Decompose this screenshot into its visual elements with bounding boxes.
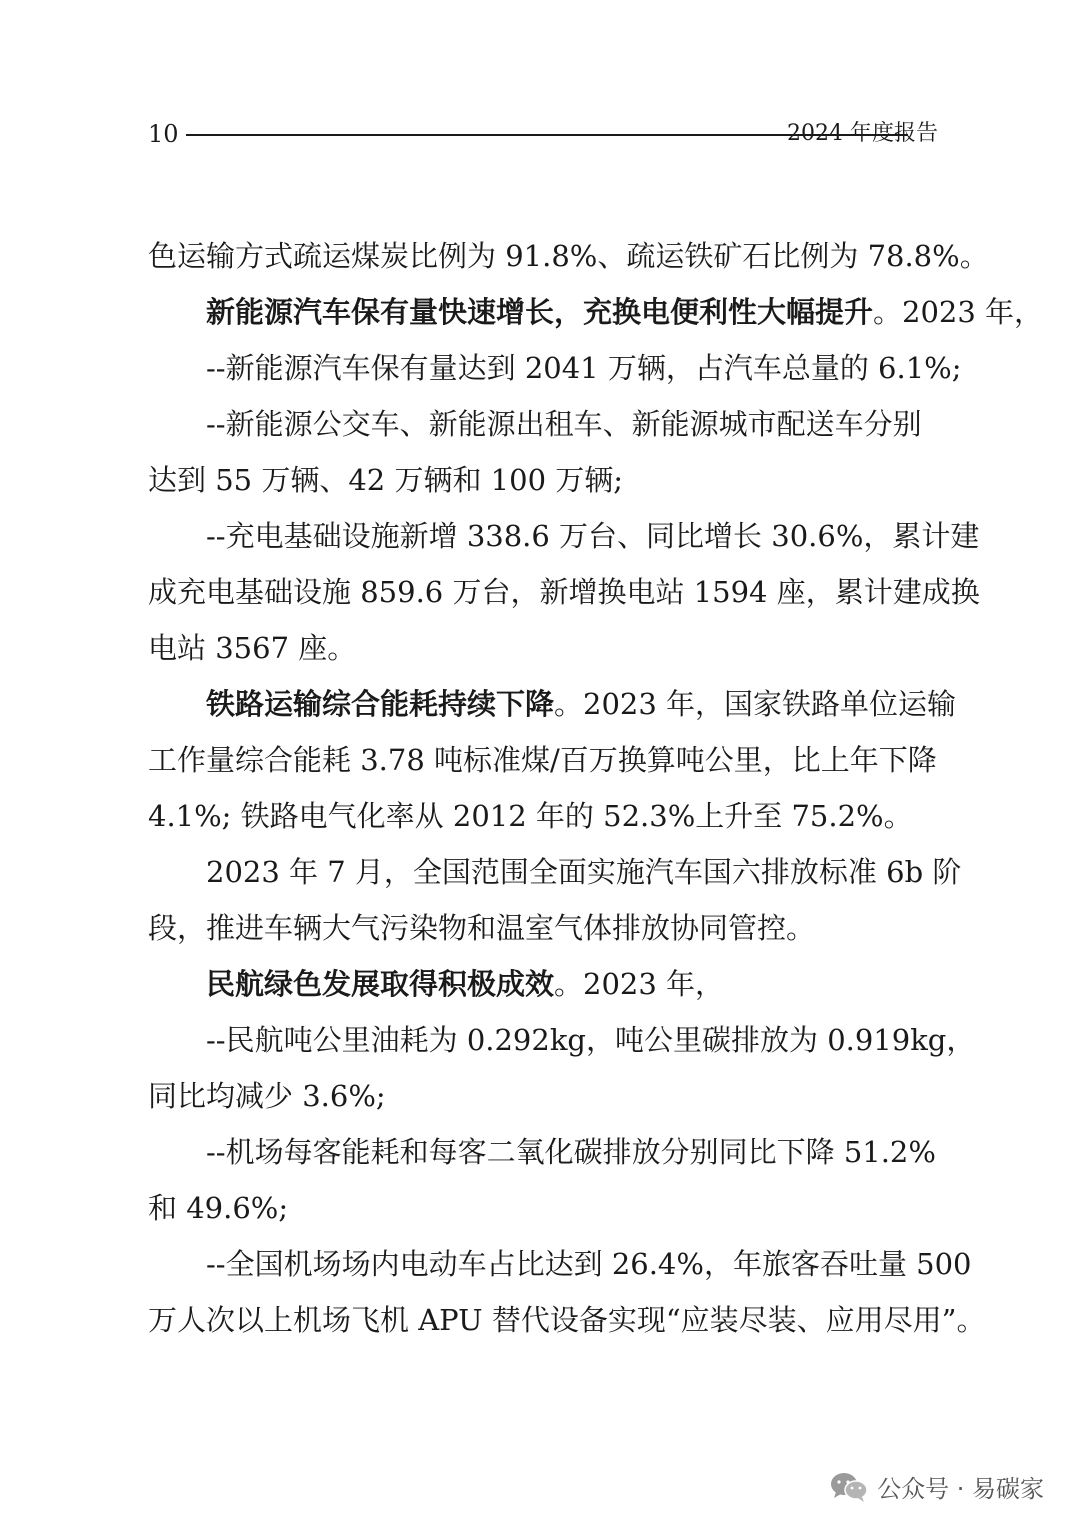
watermark-text: 公众号 · 易碳家 — [877, 1475, 1044, 1503]
paragraph-coal-ev — [148, 284, 1044, 340]
text-line: 成充电基础设施 859.6 万台，新增换电站 1594 座，累计建成换 — [148, 575, 980, 609]
text-line: 段，推进车辆大气污染物和温室气体排放协同管控。 — [148, 911, 816, 945]
paragraph-text: 。2023 年，国家铁路单位运输 — [554, 687, 957, 721]
text-line: 工作量综合能耗 3.78 吨标准煤/百万换算吨公里，比上年下降 — [148, 743, 937, 777]
watermark — [829, 1469, 1044, 1504]
section-heading-ev: 新能源汽车保有量快速增长，充换电便利性大幅提升 — [206, 295, 874, 329]
page-number: 10 — [148, 120, 179, 148]
text-line: --民航吨公里油耗为 0.292kg，吨公里碳排放为 0.919kg， — [206, 1023, 976, 1057]
text-line: 色运输方式疏运煤炭比例为 91.8%、疏运铁矿石比例为 78.8%。 — [148, 239, 989, 273]
paragraph-text: 。2023 年， — [554, 967, 725, 1001]
section-heading-railway: 铁路运输综合能耗持续下降 — [206, 687, 555, 721]
wechat-icon — [829, 1471, 869, 1503]
paragraph-aviation — [148, 956, 938, 1012]
report-title: 2024 年度报告 — [787, 121, 938, 146]
text-line: 2023 年 7 月，全国范围全面实施汽车国六排放标准 6b 阶 — [206, 855, 962, 889]
text-line: --机场每客能耗和每客二氧化碳排放分别同比下降 51.2% — [206, 1135, 936, 1169]
page-header — [148, 116, 938, 152]
text-line: 电站 3567 座。 — [148, 631, 357, 665]
text-line: 达到 55 万辆、42 万辆和 100 万辆; — [148, 463, 624, 497]
text-line: 万人次以上机场飞机 APU 替代设备实现“应装尽装、应用尽用”。 — [148, 1303, 986, 1337]
paragraph-text: 。2023 年， — [873, 295, 1044, 329]
paragraph-railway — [148, 676, 957, 732]
text-line: 和 49.6%; — [148, 1191, 289, 1225]
text-line: --充电基础设施新增 338.6 万台、同比增长 30.6%，累计建 — [206, 519, 980, 553]
text-line: 同比均减少 3.6%; — [148, 1079, 386, 1113]
section-heading-aviation: 民航绿色发展取得积极成效 — [206, 967, 555, 1001]
text-line: 4.1%; 铁路电气化率从 2012 年的 52.3%上升至 75.2%。 — [148, 799, 913, 833]
text-line: --新能源汽车保有量达到 2041 万辆，占汽车总量的 6.1%; — [206, 351, 962, 385]
text-line: --新能源公交车、新能源出租车、新能源城市配送车分别 — [206, 407, 922, 441]
page-body — [148, 228, 1044, 1348]
text-line: --全国机场场内电动车占比达到 26.4%，年旅客吞吐量 500 — [206, 1247, 972, 1281]
